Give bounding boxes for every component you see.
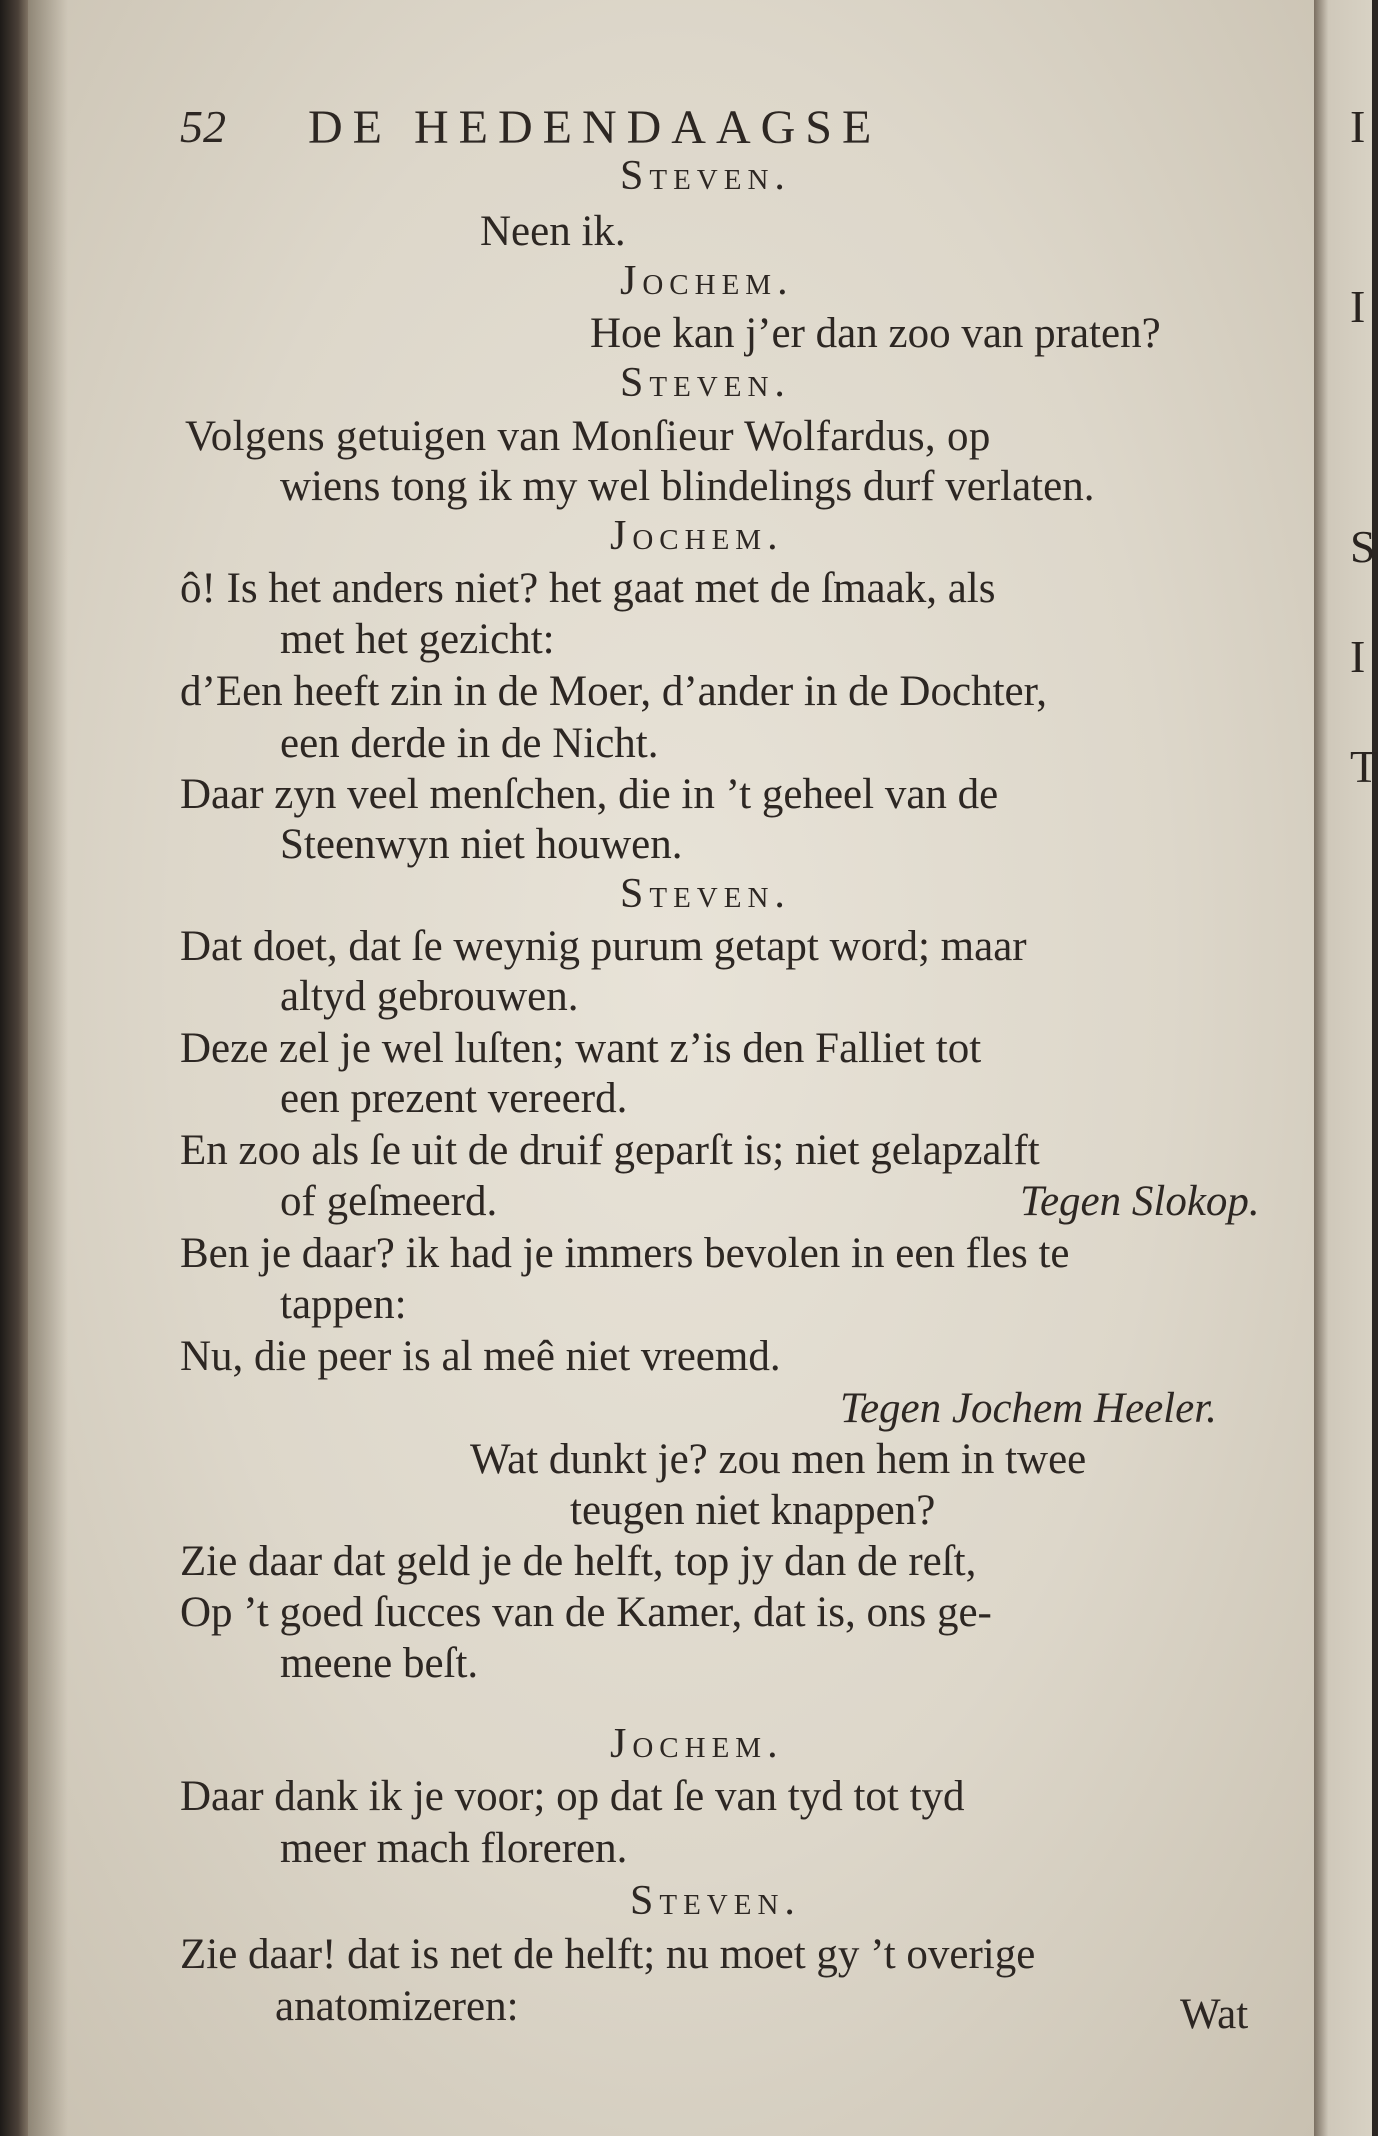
dialogue-line: Nu, die peer is al meê niet vreemd. [180, 1333, 781, 1380]
dialogue-line: wiens tong ik my wel blindelings durf verlaten. [280, 463, 1095, 510]
stage-direction: Tegen Jochem Heeler. [840, 1385, 1217, 1432]
dialogue-line: meer mach floreren. [280, 1825, 628, 1872]
dialogue-line: altyd gebrouwen. [280, 973, 579, 1020]
dialogue-line: Daar zyn veel menſchen, die in ’t geheel van de [180, 771, 999, 818]
dialogue-line: teugen niet knappen? [570, 1487, 936, 1534]
running-title: DE HEDENDAAGSE [308, 101, 882, 154]
dialogue-line: Zie daar dat geld je de helft, top jy dan de reſt, [180, 1538, 977, 1585]
adjacent-page-glyph: I [1350, 631, 1366, 682]
page-number: 52 [180, 101, 226, 152]
dialogue-line: anatomizeren: [275, 1983, 519, 2030]
adjacent-page-glyph: S [1350, 521, 1376, 572]
adjacent-page-glyph: I [1350, 281, 1366, 332]
adjacent-page-glyph: I [1350, 101, 1366, 152]
dialogue-line: Neen ik. [480, 208, 626, 255]
dialogue-line: Zie daar! dat is net de helft; nu moet gy ’t overige [180, 1931, 1036, 1978]
dialogue-line: een derde in de Nicht. [280, 720, 659, 767]
speaker-name: Steven. [620, 871, 791, 917]
dialogue-line: Steenwyn niet houwen. [280, 821, 683, 868]
dialogue-line: tappen: [280, 1281, 407, 1328]
dialogue-line: of geſmeerd. [280, 1178, 498, 1225]
speaker-name: Jochem. [610, 1721, 784, 1767]
speaker-name: Jochem. [620, 258, 794, 304]
dialogue-line: een prezent vereerd. [280, 1075, 628, 1122]
book-spine [0, 0, 30, 2136]
dialogue-line: Hoe kan j’er dan zoo van praten? [590, 310, 1161, 357]
dialogue-line: met het gezicht: [280, 616, 555, 663]
dialogue-line: ô! Is het anders niet? het gaat met de ſmaak, als [180, 565, 996, 612]
dialogue-line: d’Een heeft zin in de Moer, d’ander in de Dochter, [180, 668, 1047, 715]
dialogue-line: Ben je daar? ik had je immers bevolen in een fles te [180, 1230, 1070, 1277]
dialogue-line: Dat doet, dat ſe weynig purum getapt word; maar [180, 923, 1027, 970]
speaker-name: Steven. [620, 153, 791, 199]
stage-direction: Tegen Slokop. [1020, 1178, 1260, 1225]
adjacent-page-edge [1314, 0, 1378, 2136]
dialogue-line: En zoo als ſe uit de druif geparſt is; niet gelapzalft [180, 1127, 1040, 1174]
dialogue-line: Wat dunkt je? zou men hem in twee [470, 1436, 1087, 1483]
speaker-name: Jochem. [610, 513, 784, 559]
dialogue-line: Op ’t goed ſucces van de Kamer, dat is, ons ge- [180, 1589, 992, 1636]
dialogue-line: meene beſt. [280, 1640, 479, 1687]
dialogue-line: Deze zel je wel luſten; want z’is den Falliet tot [180, 1025, 982, 1072]
adjacent-page-glyph: T [1350, 741, 1378, 792]
speaker-name: Steven. [630, 1878, 801, 1924]
catchword: Wat [1180, 1991, 1249, 2038]
page-gutter-shadow [28, 0, 68, 2136]
speaker-name: Steven. [620, 360, 791, 406]
dialogue-line: Volgens getuigen van Monſieur Wolfardus, op [185, 413, 991, 460]
dialogue-line: Daar dank ik je voor; op dat ſe van tyd tot tyd [180, 1773, 965, 1820]
